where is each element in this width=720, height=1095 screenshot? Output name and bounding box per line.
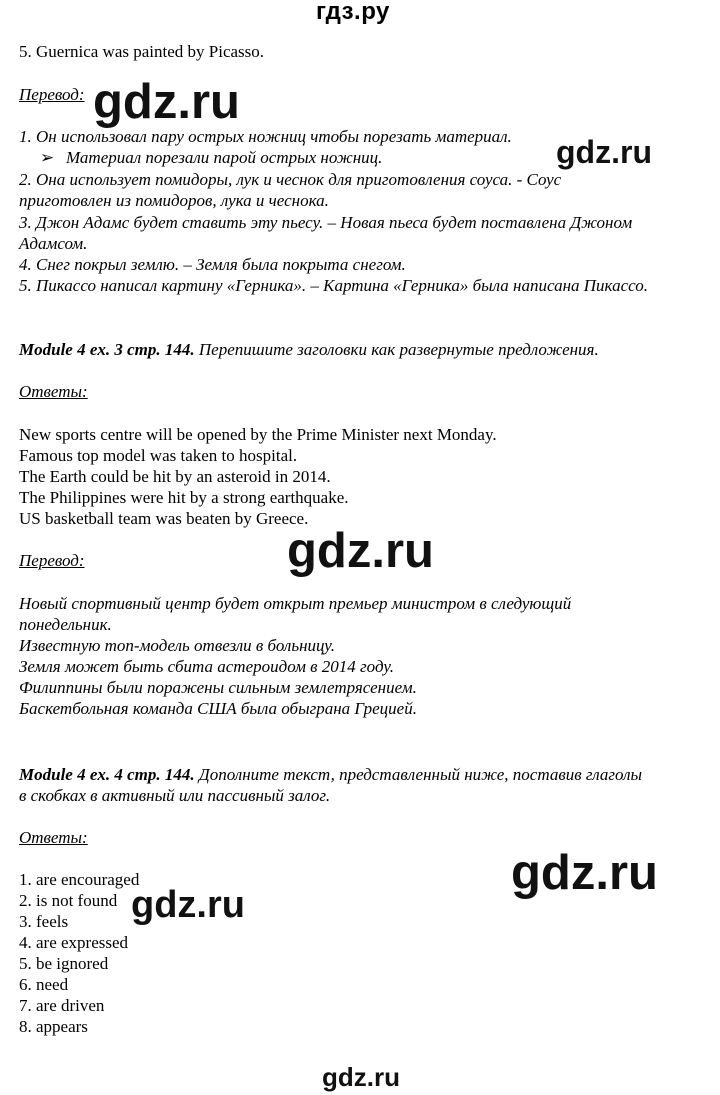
exercise-ref: Module 4 ex. 4 стр. 144. [19,765,195,784]
translation-line: 1. Он использовал пару острых ножниц чтобы порезать материал. [19,127,512,146]
exercise-task-line: в скобках в активный или пассивный залог. [19,786,331,805]
watermark: gdz.ru [556,134,652,170]
exercise-4-heading [19,764,642,785]
exercise-3-heading [19,339,599,360]
translation-line: приготовлен из помидоров, лука и чеснока. [19,191,329,210]
exercise-task: Перепишите заголовки как развернутые предложения. [194,340,599,359]
answer-line: Famous top model was taken to hospital. [19,446,298,465]
exercise-ref: Module 4 ex. 3 стр. 144. [19,340,195,359]
watermark: gdz.ru [287,524,434,578]
translation-line: 2. Она использует помидоры, лук и чеснок для приготовления соуса. - Соус [19,170,562,189]
answer-line: 4. are expressed [19,933,129,952]
answer-line: US basketball team was beaten by Greece. [19,509,309,528]
translation-line: Земля может быть сбита астероидом в 2014 году. [19,657,395,676]
watermark: gdz.ru [131,884,245,926]
answer-line: The Philippines were hit by a strong earthquake. [19,488,349,507]
answer-line: 7. are driven [19,996,105,1015]
translation-line: Известную топ-модель отвезли в больницу. [19,636,336,655]
answer-line: 2. is not found [19,891,118,910]
answers-label: Ответы: [19,828,88,847]
translation-label: Перевод: [19,85,85,104]
translation-line: Материал порезали парой острых ножниц. [66,148,383,167]
arrow-bullet-icon: ➢ [40,148,55,167]
answer-line: 5. be ignored [19,954,109,973]
footer-watermark: gdz.ru [322,1062,400,1092]
translation-line-sub [40,147,382,168]
translation-label: Перевод: [19,551,85,570]
answer-line: 6. need [19,975,69,994]
answer-line: The Earth could be hit by an asteroid in 2014. [19,467,331,486]
watermark: gdz.ru [93,75,240,129]
sentence-5: 5. Guernica was painted by Picasso. [19,42,265,61]
translation-line: Адамсом. [19,234,88,253]
translation-line: 5. Пикассо написал картину «Герника». – Картина «Герника» была написана Пикассо. [19,276,648,295]
translation-line: Филиппины были поражены сильным землетрясением. [19,678,417,697]
answers-label: Ответы: [19,382,88,401]
watermark: gdz.ru [511,846,658,900]
translation-line: понедельник. [19,615,112,634]
answer-line: New sports centre will be opened by the Prime Minister next Monday. [19,425,497,444]
translation-line: Баскетбольная команда США была обыграна Грецией. [19,699,417,718]
translation-line: 3. Джон Адамс будет ставить эту пьесу. – Новая пьеса будет поставлена Джоном [19,213,633,232]
exercise-task: Дополните текст, представленный ниже, поставив глаголы [194,765,643,784]
answer-line: 1. are encouraged [19,870,140,889]
translation-line: Новый спортивный центр будет открыт премьер министром в следующий [19,594,572,613]
translation-line: 4. Снег покрыл землю. – Земля была покрыта снегом. [19,255,406,274]
answer-line: 3. feels [19,912,69,931]
site-header: гдз.ру [316,0,390,25]
answer-line: 8. appears [19,1017,88,1036]
